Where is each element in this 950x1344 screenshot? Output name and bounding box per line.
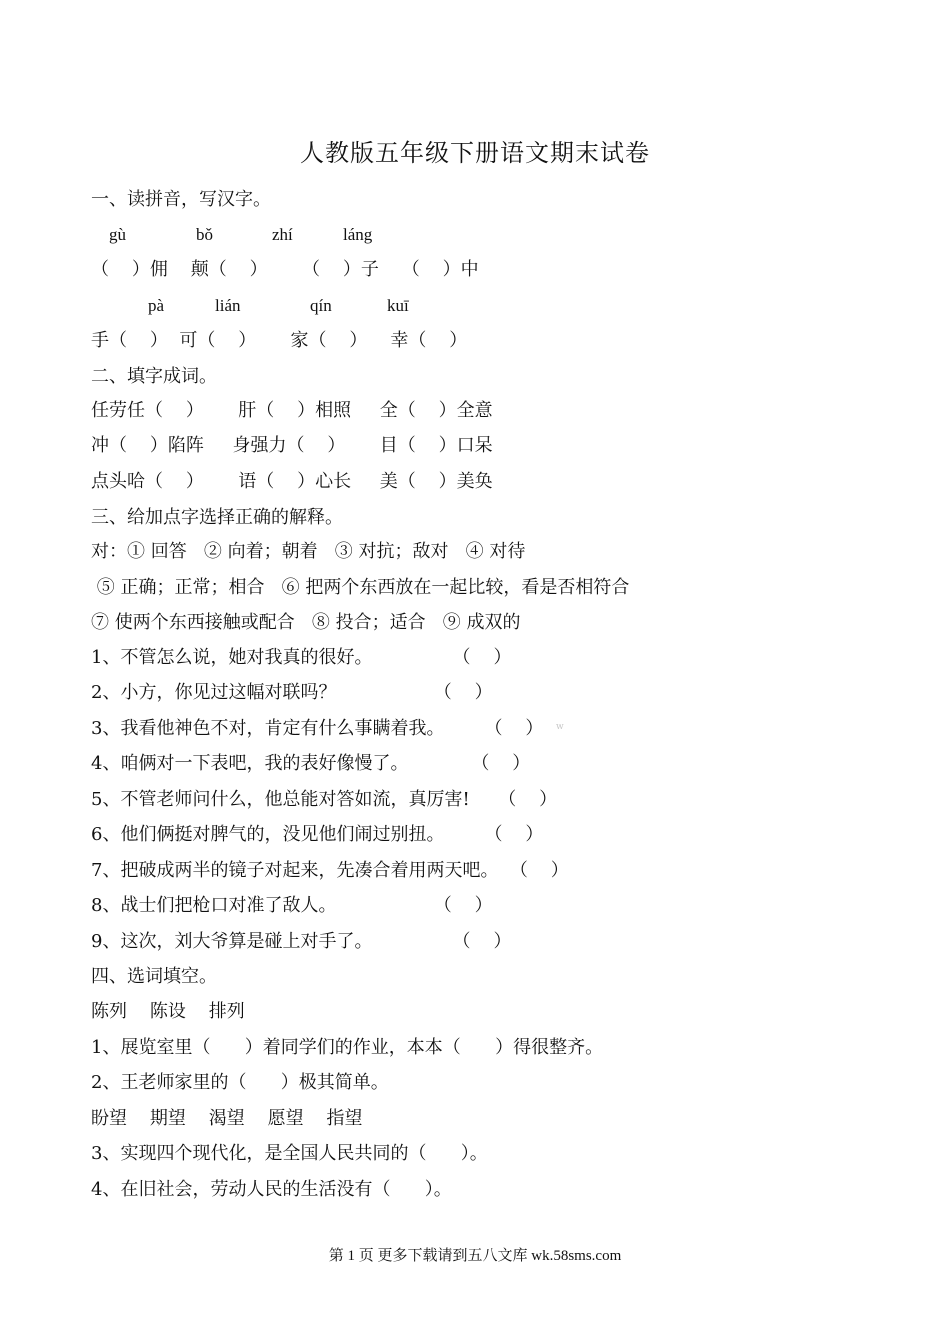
section-1-row-1: （ ）佣 颠（ ） （ ）子 （ ）中 bbox=[91, 259, 479, 280]
pinyin-bo: bǒ bbox=[196, 225, 213, 244]
section-3-option-line: ⑤ 正确；正常；相合 ⑥ 把两个东西放在一起比较，看是否相符合 bbox=[91, 577, 630, 598]
section-2-row: 冲（ ）陷阵 身强力（ ） 目（ ）口呆 bbox=[91, 435, 493, 456]
section-4-question-3: 3、实现四个现代化，是全国人民共同的（ ）。 bbox=[91, 1143, 488, 1164]
section-2-row: 任劳任（ ） 肝（ ）相照 全（ ）全意 bbox=[91, 400, 493, 421]
section-3-item: 8、战士们把枪口对准了敌人。 （ ） bbox=[91, 895, 493, 916]
section-4-word-bank-2: 盼望 期望 渴望 愿望 指望 bbox=[91, 1108, 363, 1129]
section-4-question-4: 4、在旧社会，劳动人民的生活没有（ ）。 bbox=[91, 1179, 452, 1200]
watermark-mark: w bbox=[556, 722, 564, 732]
pinyin-zhi: zhí bbox=[272, 225, 293, 244]
section-4-heading: 四、选词填空。 bbox=[91, 966, 217, 987]
section-4-word-bank-1: 陈列 陈设 排列 bbox=[91, 1001, 245, 1022]
section-3-heading: 三、给加点字选择正确的解释。 bbox=[91, 507, 343, 528]
pinyin-lian: lián bbox=[215, 296, 241, 315]
pinyin-kui: kuī bbox=[387, 296, 409, 315]
section-4-question-1: 1、展览室里（ ）着同学们的作业，本本（ ）得很整齐。 bbox=[91, 1037, 604, 1058]
pinyin-gu: gù bbox=[109, 225, 126, 244]
section-3-item: 2、小方，你见过这幅对联吗？ （ ） bbox=[91, 682, 493, 703]
pinyin-lang: láng bbox=[343, 225, 373, 244]
section-1-heading: 一、读拼音，写汉字。 bbox=[91, 189, 271, 210]
section-3-item: 9、这次，刘大爷算是碰上对手了。 （ ） bbox=[91, 931, 512, 952]
pinyin-pa: pà bbox=[148, 296, 165, 315]
page-title: 人教版五年级下册语文期末试卷 bbox=[300, 139, 650, 167]
section-1-row-2: 手（ ） 可（ ） 家（ ） 幸（ ） bbox=[91, 330, 468, 351]
section-3-option-line: ⑦ 使两个东西接触或配合 ⑧ 投合；适合 ⑨ 成双的 bbox=[91, 612, 521, 633]
section-3-item: 5、不管老师问什么，他总能对答如流，真厉害! （ ） bbox=[91, 789, 558, 810]
section-3-item: 6、他们俩挺对脾气的，没见他们闹过别扭。 （ ） bbox=[91, 824, 544, 845]
pinyin-qin: qín bbox=[310, 296, 332, 315]
section-2-row: 点头哈（ ） 语（ ）心长 美（ ）美奂 bbox=[91, 471, 493, 492]
section-3-option-line: 对：① 回答 ② 向着；朝着 ③ 对抗；敌对 ④ 对待 bbox=[91, 541, 526, 562]
page-footer: 第 1 页 更多下载请到五八文库 wk.58sms.com bbox=[328, 1248, 622, 1264]
section-3-item: 1、不管怎么说，她对我真的很好。 （ ） bbox=[91, 647, 512, 668]
section-3-item: 4、咱俩对一下表吧，我的表好像慢了。 （ ） bbox=[91, 753, 531, 774]
section-2-heading: 二、填字成词。 bbox=[91, 366, 217, 387]
section-4-question-2: 2、王老师家里的（ ）极其简单。 bbox=[91, 1072, 389, 1093]
section-3-item: 7、把破成两半的镜子对起来，先凑合着用两天吧。 （ ） bbox=[91, 860, 569, 881]
section-3-item: 3、我看他神色不对，肯定有什么事瞒着我。 （ ） bbox=[91, 718, 544, 739]
